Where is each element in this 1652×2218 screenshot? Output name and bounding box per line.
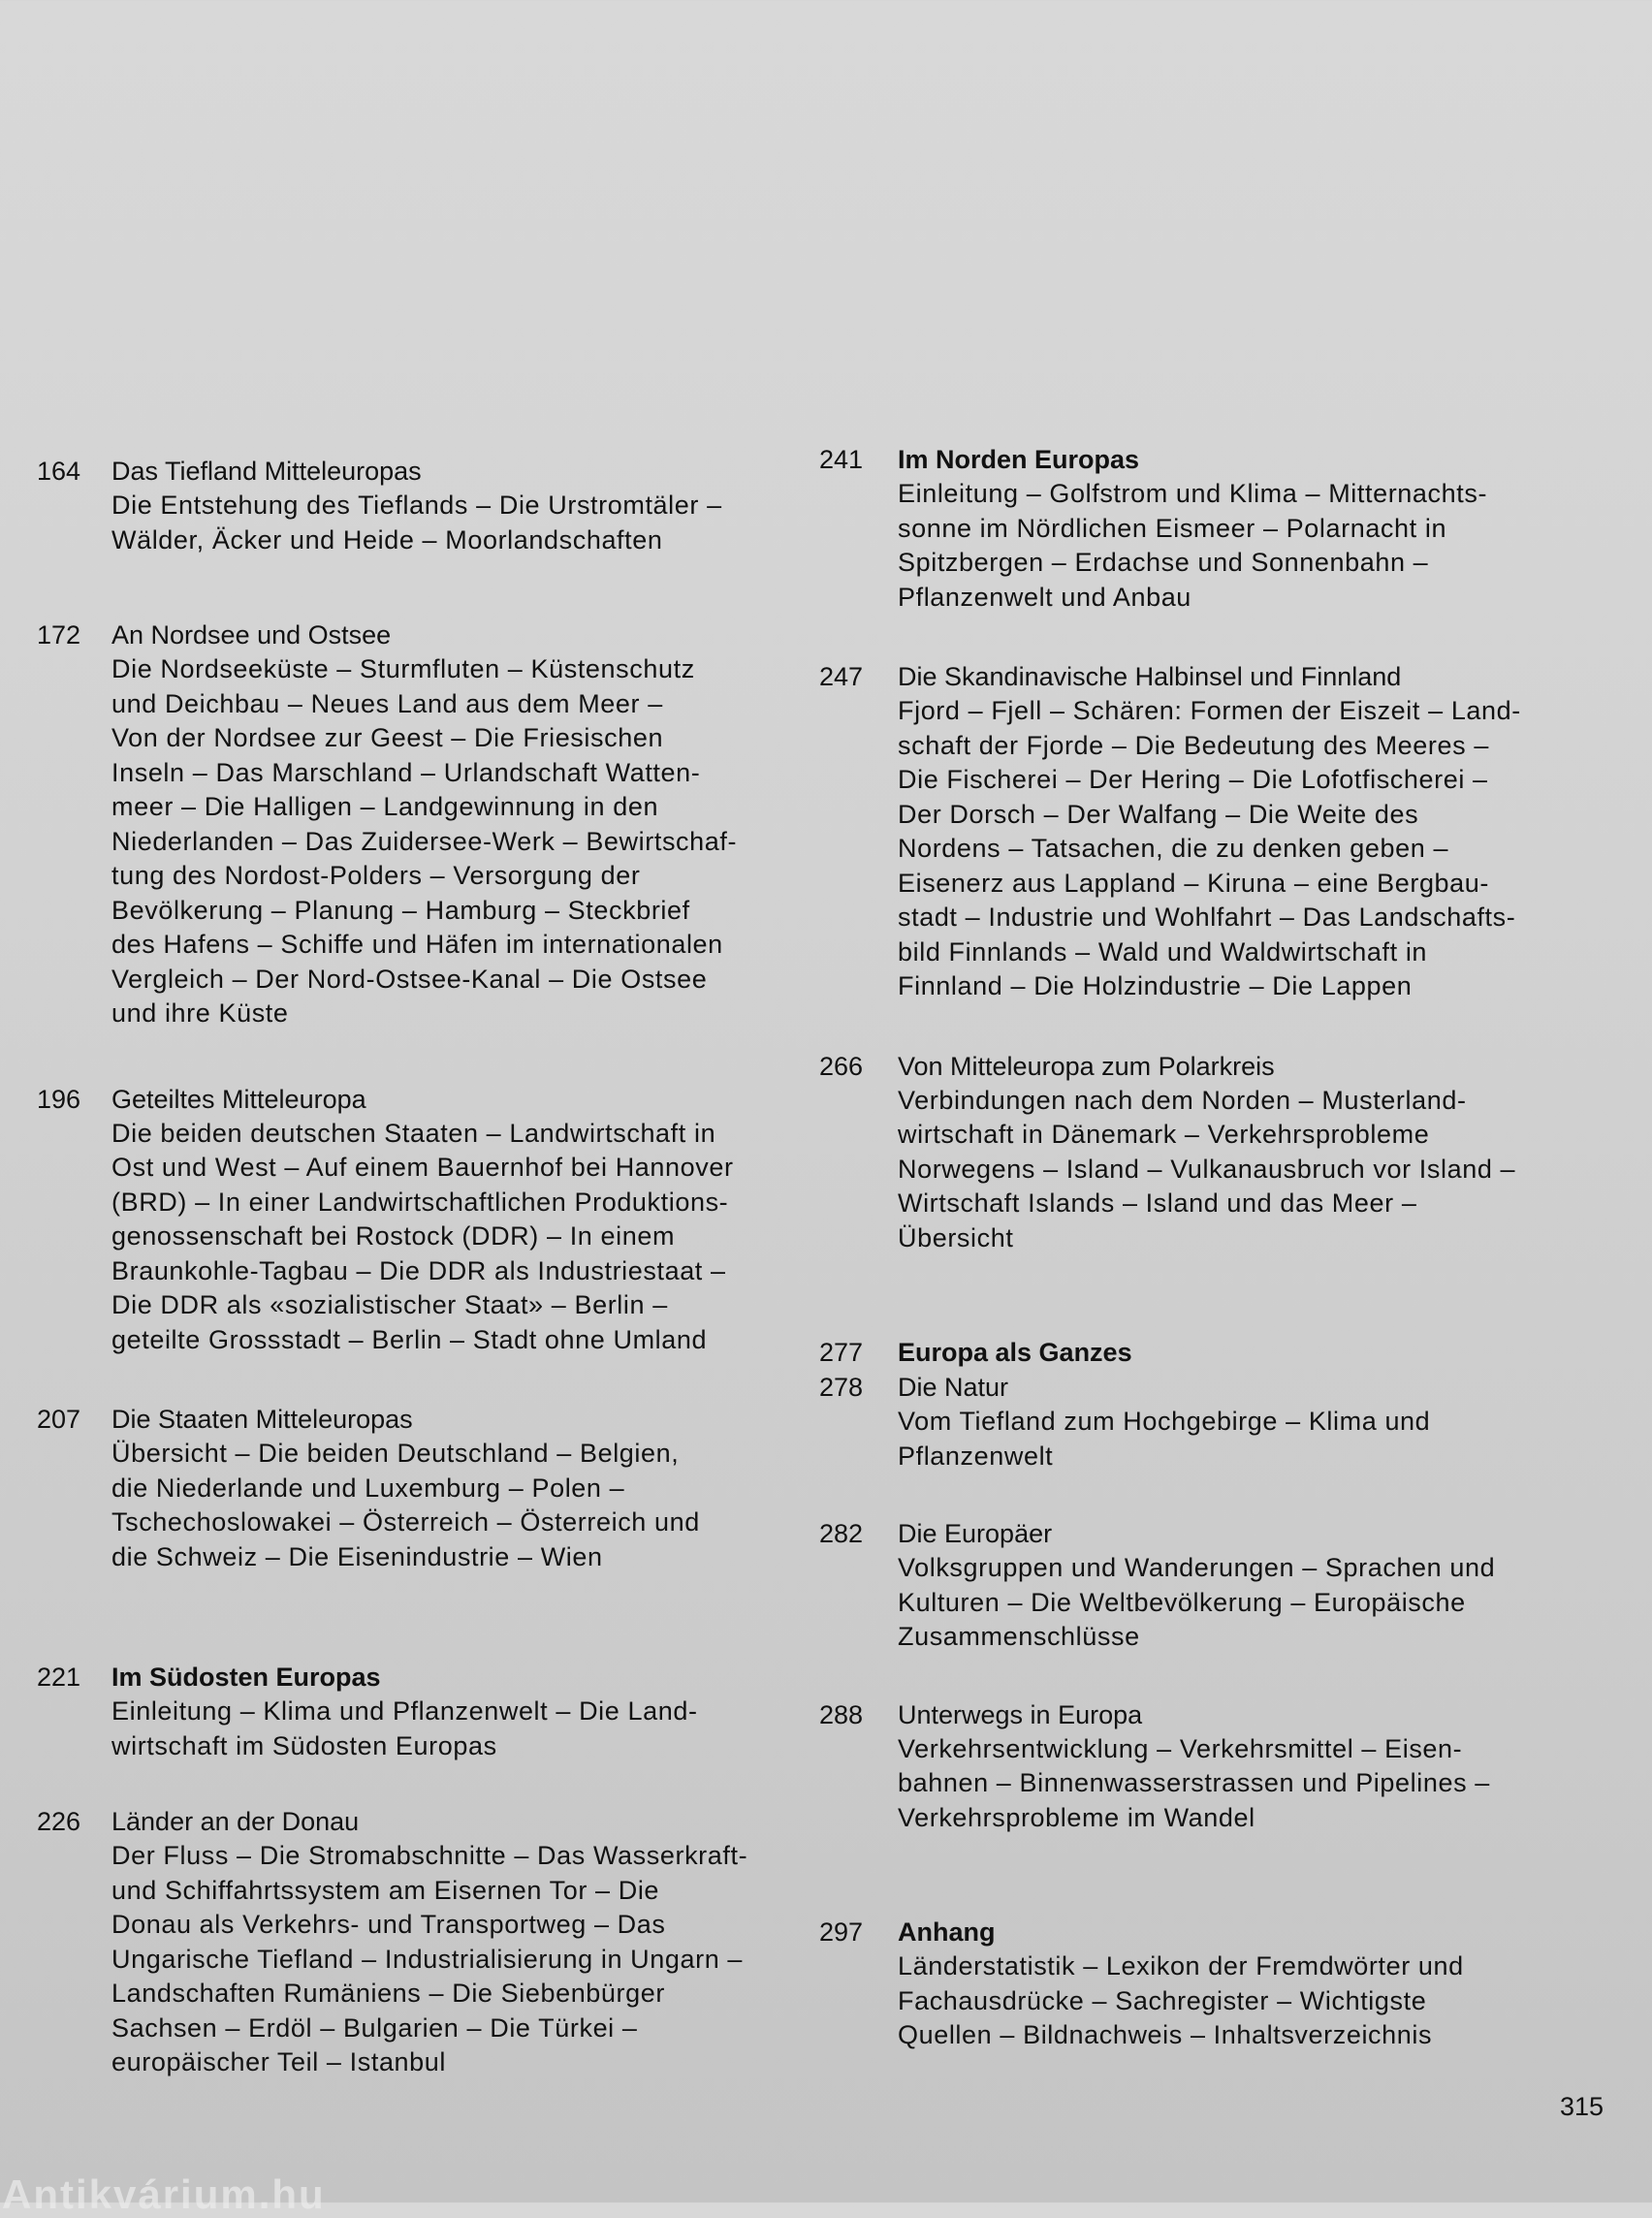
toc-entry-line: die Schweiz – Die Eisenindustrie – Wien (111, 1541, 603, 1571)
toc-entry-line: Die beiden deutschen Staaten – Landwirtschaft in (111, 1118, 716, 1148)
toc-entry-line: Verkehrsprobleme im Wandel (898, 1802, 1255, 1832)
toc-entry-line: die Niederlande und Luxemburg – Polen – (111, 1473, 625, 1503)
toc-entry-line: Nordens – Tatsachen, die zu denken geben – (898, 834, 1449, 863)
toc-entry-line: geteilte Grossstadt – Berlin – Stadt ohne Umland (111, 1324, 708, 1354)
toc-entry-line: Vom Tiefland zum Hochgebirge – Klima und (898, 1407, 1431, 1436)
toc-page-number: 288 (819, 1699, 864, 1729)
toc-entry-line: Die Fischerei – Der Hering – Die Lofotfischerei – (898, 765, 1488, 794)
toc-entry-title: Von Mitteleuropa zum Polarkreis (898, 1051, 1275, 1081)
toc-entry (819, 1516, 1624, 1655)
toc-entry-body (898, 1049, 1624, 1256)
toc-entry-line: europäischer Teil – Istanbul (111, 2047, 447, 2076)
toc-page-number: 277 (819, 1338, 864, 1367)
toc-page-number: 164 (37, 457, 81, 486)
toc-entry-title: An Nordsee und Ostsee (111, 620, 392, 650)
toc-entry-line: Tschechoslowakei – Österreich – Österreich und (111, 1507, 700, 1537)
toc-entry-line: Eisenerz aus Lappland – Kiruna – eine Bergbau- (898, 868, 1489, 898)
toc-entry-description (898, 1084, 1624, 1256)
toc-entry-line: Niederlanden – Das Zuidersee-Werk – Bewirtschaf- (111, 826, 738, 856)
toc-page-number: 241 (819, 445, 864, 474)
toc-entry-line: Braunkohle-Tagbau – Die DDR als Industriestaat – (111, 1255, 726, 1285)
toc-page-number: 266 (819, 1051, 864, 1081)
toc-entry-line: Kulturen – Die Weltbevölkerung – Europäische (898, 1587, 1466, 1617)
toc-page-number: 278 (819, 1373, 864, 1402)
watermark: Antikvárium.hu (2, 2171, 326, 2217)
toc-entry-description (898, 1732, 1624, 1836)
toc-entry-line: Finnland – Die Holzindustrie – Die Lappen (898, 971, 1413, 1000)
toc-entry-line: wirtschaft in Dänemark – Verkehrsprobleme (898, 1120, 1430, 1149)
toc-entry-description (898, 1551, 1624, 1655)
toc-entry-title: Die Skandinavische Halbinsel und Finnland (898, 662, 1402, 691)
toc-entry (37, 618, 812, 1031)
toc-entry (819, 659, 1624, 1004)
toc-entry-body (898, 1370, 1624, 1473)
toc-entry-title: Das Tiefland Mitteleuropas (111, 457, 422, 486)
toc-entry-line: Sachsen – Erdöl – Bulgarien – Die Türkei – (111, 2012, 638, 2043)
toc-entry-description (898, 694, 1624, 1004)
toc-page-number: 207 (37, 1405, 81, 1434)
toc-entry-line: Von der Nordsee zur Geest – Die Friesischen (111, 723, 664, 752)
toc-entry-line: Die Nordseeküste – Sturmfluten – Küstenschutz (111, 654, 695, 683)
toc-entry-body (111, 1660, 812, 1763)
toc-entry-line: Vergleich – Der Nord-Ostsee-Kanal – Die Ostsee (111, 964, 708, 994)
toc-entry-line: Verkehrsentwicklung – Verkehrsmittel – Eisen- (898, 1733, 1463, 1763)
toc-entry-line: tung des Nordost-Polders – Versorgung der (111, 861, 641, 890)
toc-entry-line: Donau als Verkehrs- und Transportweg – Das (111, 1910, 666, 1939)
page-number: 315 (1559, 2092, 1604, 2121)
toc-entry-body (111, 454, 812, 557)
toc-entry-line: stadt – Industrie und Wohlfahrt – Das Landschafts- (898, 903, 1516, 932)
toc-section-title: Im Südosten Europas (111, 1663, 381, 1692)
toc-entry-line: Zusammenschlüsse (898, 1622, 1140, 1651)
toc-entry (819, 1915, 1624, 2053)
toc-column-left (37, 454, 812, 2080)
toc-entry (37, 1660, 812, 1763)
toc-entry-line: Ost und West – Auf einem Bauernhof bei Hannover (111, 1153, 734, 1182)
toc-entry (37, 1402, 812, 1574)
toc-entry-description (898, 1405, 1624, 1473)
toc-entry-line: Wirtschaft Islands – Island und das Meer – (898, 1188, 1417, 1218)
toc-entry (819, 1697, 1624, 1836)
toc-entry-title: Unterwegs in Europa (898, 1699, 1143, 1729)
toc-entry-line: Ungarische Tiefland – Industrialisierung in Ungarn – (111, 1944, 744, 1974)
toc-entry-line: Übersicht – Die beiden Deutschland – Belgien, (111, 1439, 680, 1468)
toc-entry-line: Der Dorsch – Der Walfang – Die Weite des (898, 799, 1419, 829)
toc-page-number: 196 (37, 1084, 81, 1114)
toc-section-title: Europa als Ganzes (898, 1338, 1132, 1367)
toc-entry-line: schaft der Fjorde – Die Bedeutung des Meeres – (898, 730, 1489, 760)
toc-entry-line: und ihre Küste (111, 998, 289, 1028)
toc-entry-description (111, 1695, 812, 1763)
toc-entry-body (898, 1516, 1624, 1655)
toc-entry-line: Fjord – Fjell – Schären: Formen der Eiszeit – Land- (898, 696, 1521, 725)
toc-entry-title: Die Staaten Mitteleuropas (111, 1405, 413, 1434)
toc-entry (819, 1049, 1624, 1256)
toc-entry-line: Inseln – Das Marschland – Urlandschaft Watten- (111, 757, 701, 787)
toc-entry-description (111, 1839, 812, 2080)
toc-entry-body (111, 618, 812, 1031)
toc-entry (819, 442, 1624, 615)
toc-entry-line: Einleitung – Klima und Pflanzenwelt – Die Land- (111, 1696, 698, 1726)
toc-section-title: Im Norden Europas (898, 445, 1140, 474)
toc-entry-line: Pflanzenwelt und Anbau (898, 582, 1191, 612)
toc-entry-body (898, 1335, 1624, 1370)
toc-entry-body (898, 1915, 1624, 2053)
toc-entry-line: Verbindungen nach dem Norden – Musterland- (898, 1085, 1467, 1115)
toc-entry-line: meer – Die Halligen – Landgewinnung in den (111, 792, 659, 821)
toc-entry-line: Quellen – Bildnachweis – Inhaltsverzeichnis (898, 2020, 1433, 2049)
toc-entry (37, 1082, 812, 1358)
toc-column-right (819, 442, 1624, 2053)
toc-entry-line: Länderstatistik – Lexikon der Fremdwörter und (898, 1951, 1464, 1980)
toc-entry-line: und Deichbau – Neues Land aus dem Meer – (111, 688, 663, 718)
toc-section-title: Anhang (898, 1917, 996, 1947)
toc-entry-body (898, 659, 1624, 1004)
toc-page-number: 226 (37, 1807, 81, 1836)
toc-entry (37, 454, 812, 557)
toc-page-number: 247 (819, 662, 864, 691)
toc-entry-line: bahnen – Binnenwasserstrassen und Pipelines – (898, 1768, 1490, 1797)
toc-entry-line: sonne im Nördlichen Eismeer – Polarnacht in (898, 513, 1447, 543)
toc-entry-title: Geteiltes Mitteleuropa (111, 1084, 366, 1114)
toc-entry-line: Wälder, Äcker und Heide – Moorlandschaften (111, 524, 663, 554)
toc-entry-line: Der Fluss – Die Stromabschnitte – Das Wasserkraft- (111, 1841, 748, 1870)
toc-entry-line: Norwegens – Island – Vulkanausbruch vor Island – (898, 1154, 1516, 1184)
toc-entry-line: bild Finnlands – Wald und Waldwirtschaft in (898, 936, 1428, 966)
toc-entry-title: Die Natur (898, 1373, 1009, 1402)
toc-entry-line: Übersicht (898, 1222, 1014, 1252)
toc-entry-body (111, 1402, 812, 1574)
toc-entry-line: Einleitung – Golfstrom und Klima – Mitternachts- (898, 479, 1488, 508)
toc-entry-line: Die Entstehung des Tieflands – Die Urstromtäler – (111, 491, 722, 520)
toc-entry-line: genossenschaft bei Rostock (DDR) – In einem (111, 1221, 676, 1251)
toc-entry-description (111, 1437, 812, 1574)
toc-entry-line: Spitzbergen – Erdachse und Sonnenbahn – (898, 548, 1429, 577)
toc-entry-line: Fachausdrücke – Sachregister – Wichtigste (898, 1985, 1427, 2015)
toc-page-number: 282 (819, 1519, 864, 1548)
toc-entry-line: Bevölkerung – Planung – Hamburg – Steckbrief (111, 895, 690, 925)
toc-entry-title: Die Europäer (898, 1519, 1053, 1548)
toc-entry-line: Volksgruppen und Wanderungen – Sprachen und (898, 1553, 1496, 1582)
toc-entry-line: Die DDR als «sozialistischer Staat» – Berlin – (111, 1290, 668, 1319)
toc-entry-description (111, 1117, 812, 1358)
toc-entry-body (898, 442, 1624, 615)
toc-page-number: 221 (37, 1663, 81, 1692)
toc-entry-line: und Schiffahrtssystem am Eisernen Tor – Die (111, 1875, 660, 1905)
toc-entry-body (898, 1697, 1624, 1836)
toc-page-number: 172 (37, 620, 81, 650)
toc-entry-line: Pflanzenwelt (898, 1441, 1054, 1471)
toc-entry-body (111, 1804, 812, 2080)
toc-entry-line: des Hafens – Schiffe und Häfen im internationalen (111, 930, 723, 959)
toc-entry-title: Länder an der Donau (111, 1807, 360, 1836)
toc-entry-description (898, 477, 1624, 615)
toc-page-number: 297 (819, 1917, 864, 1947)
toc-entry-description (111, 652, 812, 1031)
toc-entry (819, 1335, 1624, 1370)
toc-entry-line: Landschaften Rumäniens – Die Siebenbürger (111, 1979, 665, 2008)
toc-entry (819, 1370, 1624, 1473)
toc-entry-description (898, 1949, 1624, 2053)
toc-entry-line: wirtschaft im Südosten Europas (111, 1730, 497, 1760)
toc-entry-body (111, 1082, 812, 1358)
toc-entry-line: (BRD) – In einer Landwirtschaftlichen Produktions- (111, 1187, 729, 1217)
toc-entry (37, 1804, 812, 2080)
toc-entry-description (111, 489, 812, 557)
